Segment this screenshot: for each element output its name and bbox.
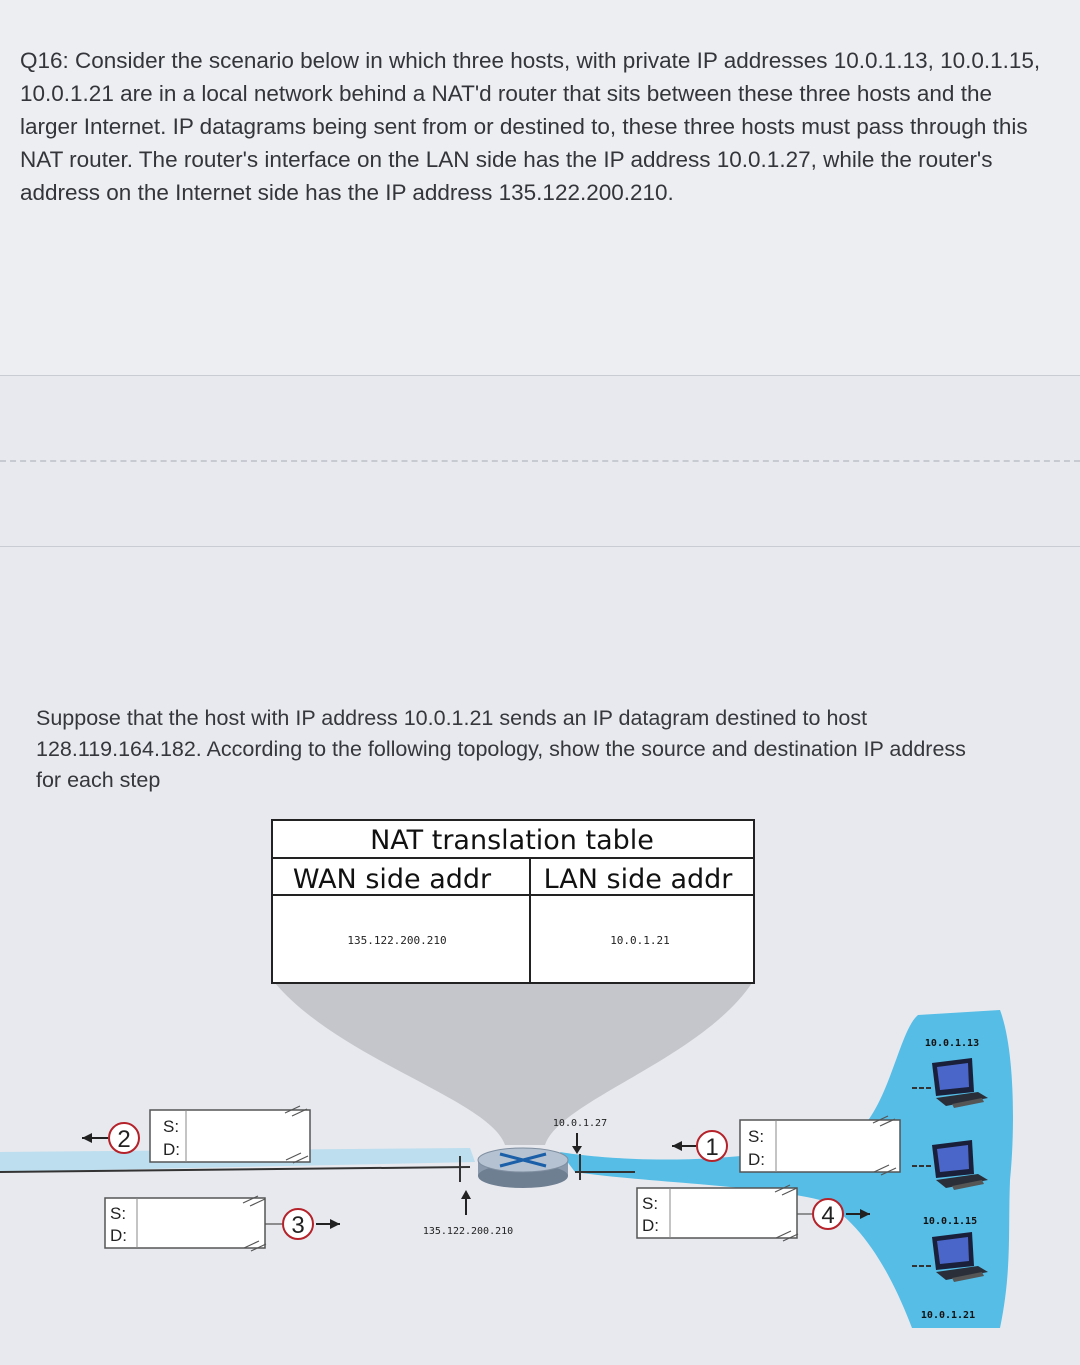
question-block xyxy=(0,0,1080,375)
nat-table-wan-value: 135.122.200.210 xyxy=(347,934,447,947)
step-arrow-head xyxy=(330,1219,340,1229)
router-wan-addr: 135.122.200.210 xyxy=(422,1226,514,1237)
arrow-head xyxy=(461,1190,471,1199)
nat-topology-diagram xyxy=(0,800,1080,1365)
source-label: S: xyxy=(642,1194,659,1213)
step-arrow-head xyxy=(672,1141,682,1151)
step-number: 3 xyxy=(291,1212,305,1239)
destination-label: D: xyxy=(110,1226,127,1245)
host-ip-label: 10.0.1.21 xyxy=(920,1310,976,1321)
host-ip-label: 10.0.1.13 xyxy=(924,1038,980,1049)
nat-table-wan-header: WAN side addr xyxy=(292,864,492,895)
router-lan-addr: 10.0.1.27 xyxy=(552,1118,608,1129)
step-number: 4 xyxy=(821,1202,835,1229)
nat-table-lan-value: 10.0.1.21 xyxy=(610,934,670,947)
nat-table-title: NAT translation table xyxy=(370,825,654,856)
dashed-divider xyxy=(0,460,1080,462)
nat-table xyxy=(272,820,754,983)
destination-label: D: xyxy=(163,1140,180,1159)
arrow-head xyxy=(572,1146,582,1154)
destination-label: D: xyxy=(642,1216,659,1235)
step-3 xyxy=(105,1196,340,1251)
datagram-box xyxy=(637,1188,797,1238)
divider xyxy=(0,375,1080,376)
source-label: S: xyxy=(748,1127,765,1146)
scenario-text: Suppose that the host with IP address 10.0.1.21 sends an IP datagram destined to host 128.119.164.182. According to the following topology, show the source and destination IP address for each step xyxy=(36,706,966,792)
funnel-shape xyxy=(275,983,752,1145)
question-text: Q16: Consider the scenario below in which three hosts, with private IP addresses 10.0.1.13, 10.0.1.15, 10.0.1.21 are in a local network behind a NAT'd router that sits between these three hosts and the larger Internet. IP datagrams being sent from or destined to, these three hosts must pass through this NAT router. The router's interface on the LAN side has the IP address 10.0.1.27, while the router's address on the Internet side has the IP address 135.122.200.210. xyxy=(20,48,1041,205)
step-arrow-head xyxy=(82,1133,92,1143)
source-label: S: xyxy=(163,1117,180,1136)
source-label: S: xyxy=(110,1204,127,1223)
step-number: 1 xyxy=(705,1134,719,1161)
nat-router xyxy=(478,1148,568,1188)
step-number: 2 xyxy=(117,1126,131,1153)
datagram-box xyxy=(105,1198,265,1248)
divider xyxy=(0,546,1080,547)
nat-table-lan-header: LAN side addr xyxy=(543,864,733,895)
host-ip-label: 10.0.1.15 xyxy=(922,1216,978,1227)
destination-label: D: xyxy=(748,1150,765,1169)
